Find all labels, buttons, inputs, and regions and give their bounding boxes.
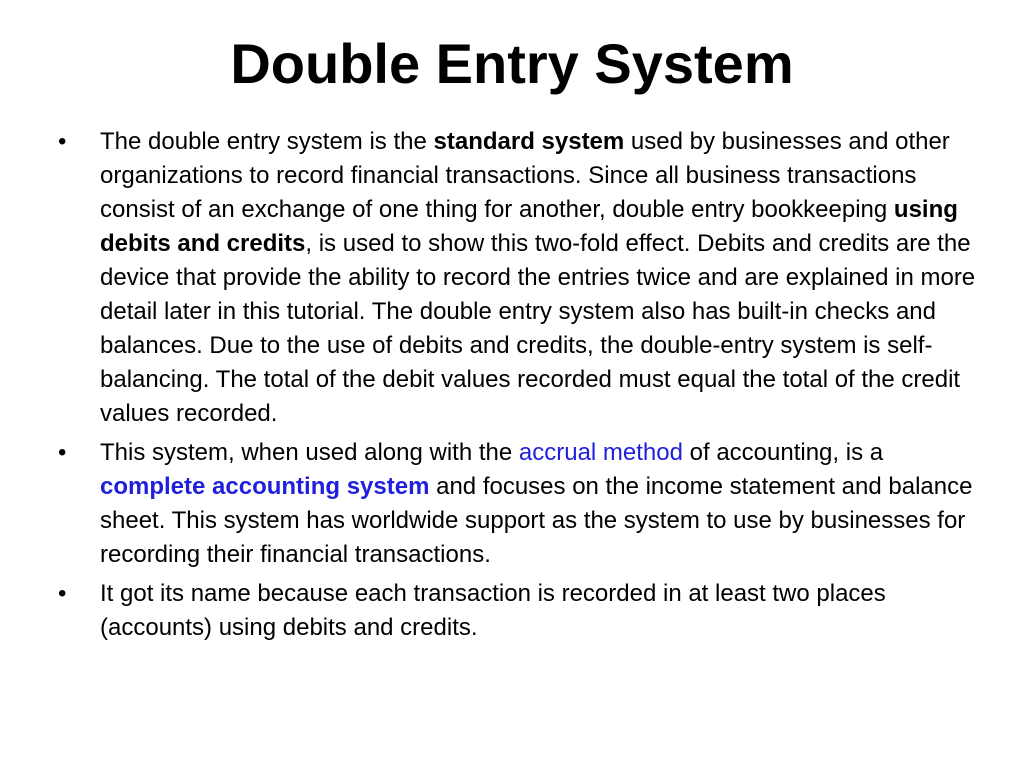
bullet-item-2 xyxy=(56,436,976,572)
bullet-item-3 xyxy=(56,577,976,645)
bullet-2-text: This system, when used along with the xyxy=(100,439,519,466)
emphasis-using-debits-and-credits: using debits and credits xyxy=(100,196,958,257)
bullet-dot: • xyxy=(58,439,67,466)
bullet-list xyxy=(56,125,976,650)
emphasis-standard-system: standard system xyxy=(433,128,625,155)
bullet-item-1 xyxy=(56,125,976,431)
bullet-1-text: , is used to show this two-fold effect. Debits and credits are the device that provide the ability to record the entries twice and are explained in more detail later in this tutorial. The double entry system also has built-in checks and balances. Due to the use of debits and credits, the double-entry system is self-balancing. The total of the debit values recorded must equal the total of the credit values recorded. xyxy=(100,230,976,427)
slide-title: Double Entry System xyxy=(230,32,794,95)
bullet-3-text: It got its name because each transaction is recorded in at least two places (accounts) using debits and credits. xyxy=(100,580,886,641)
bullet-1-text: The double entry system is the xyxy=(100,128,434,155)
bullet-dot: • xyxy=(58,580,67,607)
bullet-2-text: of accounting, is a xyxy=(682,439,884,466)
bullet-2-text: and focuses on the income statement and balance sheet. This system has worldwide support as the system to use by businesses for recording their financial transactions. xyxy=(100,473,973,568)
bullet-1-text: used by businesses and other organizations to record financial transactions. Since all business transactions consist of an exchange of one thing for another, double entry bookkeeping xyxy=(100,128,950,223)
bullet-dot: • xyxy=(58,128,67,155)
complete-accounting-system-link[interactable]: complete accounting system xyxy=(100,473,430,500)
accrual-method-link[interactable]: accrual method xyxy=(518,439,683,466)
